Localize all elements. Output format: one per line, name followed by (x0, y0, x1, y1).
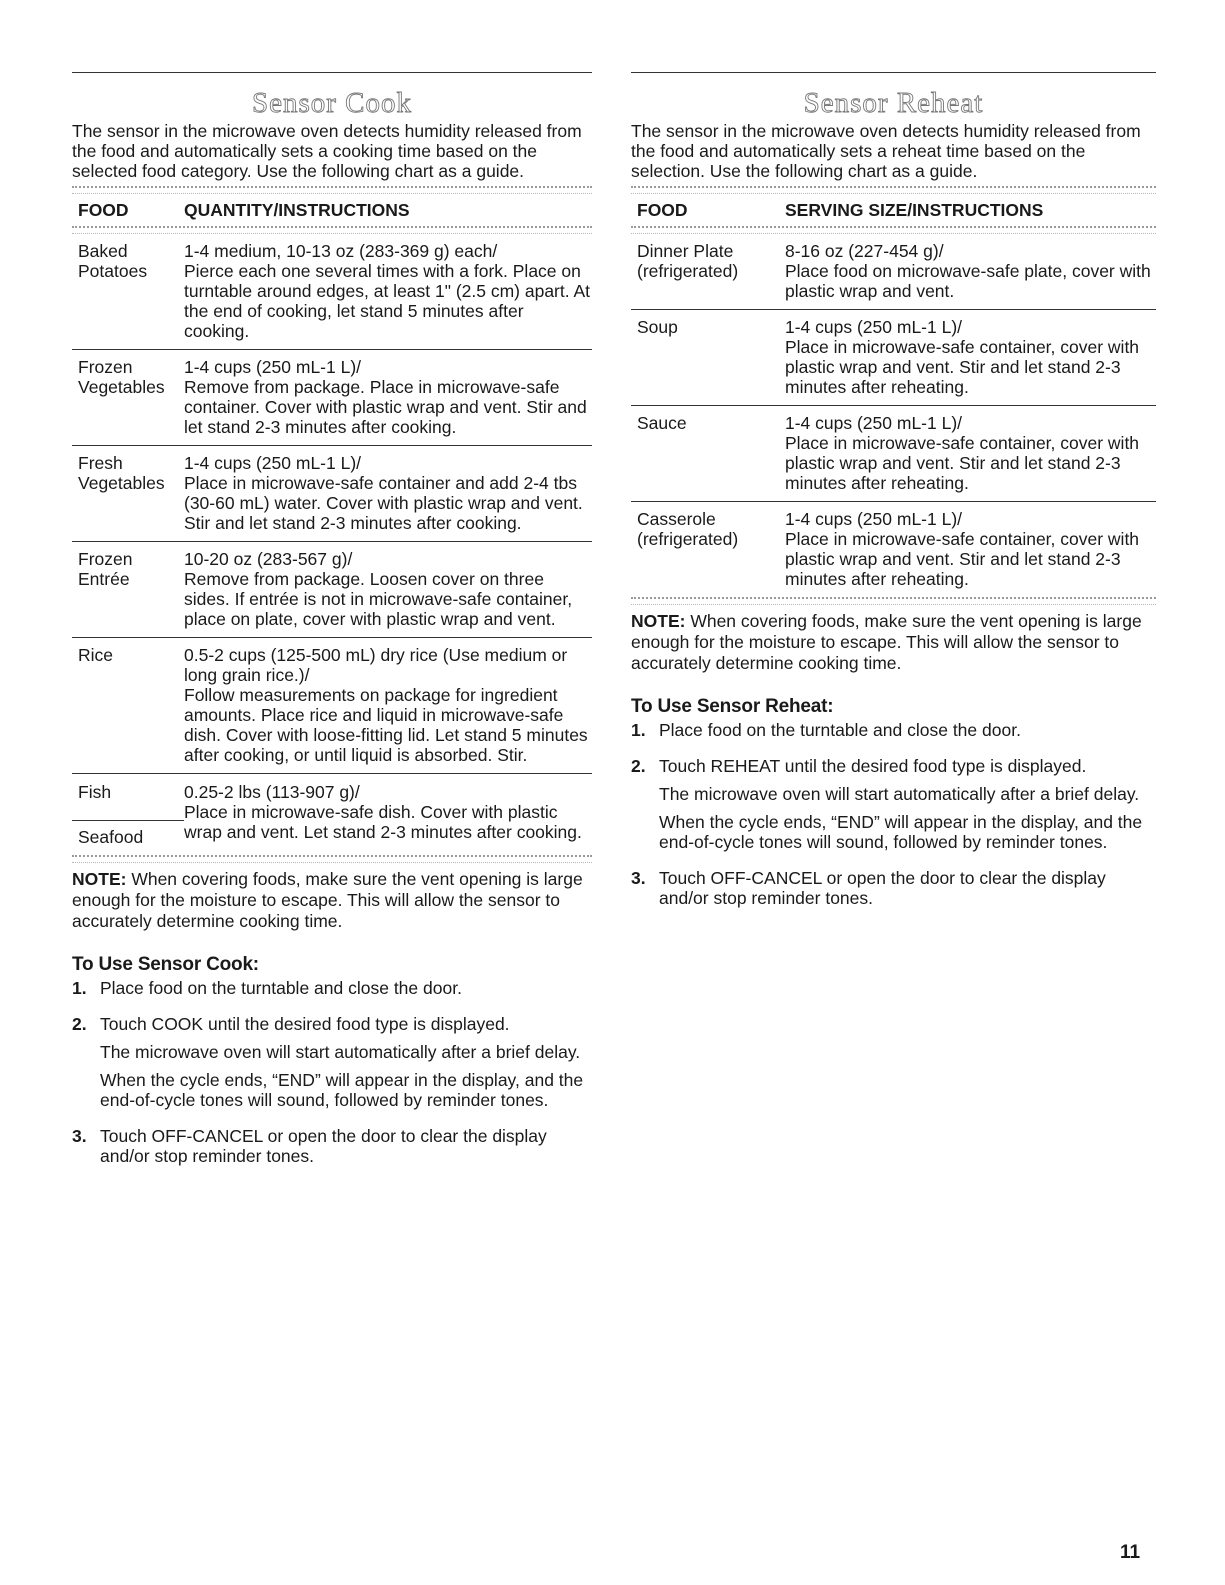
sensor-cook-subhead: To Use Sensor Cook: (72, 954, 259, 975)
step-text (100, 978, 462, 1006)
food-name: Baked Potatoes (78, 241, 148, 281)
sensor-reheat-steps (631, 720, 1156, 916)
food-seafood: Seafood (72, 820, 184, 847)
step-paragraph: When the cycle ends, “END” will appear in the display, and the end-of-cycle tones will sound, followed by reminder tones. (100, 1070, 584, 1110)
step-paragraph: Touch OFF-CANCEL or open the door to clear the display and/or stop reminder tones. (659, 868, 1106, 908)
table-row (631, 234, 1156, 310)
note-text: When covering foods, make sure the vent opening is large enough for the moisture to escape. This will allow the sensor to accurately determine cooking time. (72, 869, 583, 931)
step-number: 1. (631, 720, 646, 740)
food-name: Fresh Vegetables (78, 453, 165, 493)
sensor-cook-column (72, 72, 592, 1182)
fish-seafood-info: 0.25-2 lbs (113-907 g)/ Place in microwave-safe dish. Cover with plastic wrap and vent. Let stand 2-3 minutes after cooking. (184, 782, 582, 842)
step-text (100, 1126, 592, 1174)
sensor-reheat-table-header (631, 194, 1156, 226)
col-header-instructions: SERVING SIZE/INSTRUCTIONS (785, 200, 1044, 220)
step-text (100, 1014, 592, 1118)
dotted-rule (72, 855, 592, 863)
step-paragraph: Place food on the turntable and close the door. (659, 720, 1021, 740)
step-text (659, 756, 1156, 860)
food-name: Soup (637, 317, 678, 337)
food-instructions: 1-4 cups (250 mL-1 L)/ Place in microwave-safe container, cover with plastic wrap and vent. Stir and let stand 2-3 minutes after reheating. (785, 509, 1140, 589)
table-row (72, 542, 592, 638)
dotted-rule (72, 186, 592, 194)
food-name: Frozen Vegetables (78, 357, 165, 397)
food-instructions: 1-4 cups (250 mL-1 L)/ Remove from package. Place in microwave-safe container. Cover with plastic wrap and vent. Stir and let stand 2-3 minutes after cooking. (184, 357, 587, 437)
food-instructions: 10-20 oz (283-567 g)/ Remove from package. Loosen cover on three sides. If entrée is not in microwave-safe container, place on plate, cover with plastic wrap and vent. (184, 549, 573, 629)
table-row (72, 234, 592, 350)
step-paragraph: The microwave oven will start automatically after a brief delay. (659, 784, 1140, 804)
food-name: Dinner Plate (refrigerated) (637, 241, 739, 281)
step-paragraph: Place food on the turntable and close the door. (100, 978, 462, 998)
sensor-cook-steps (72, 978, 592, 1174)
dotted-rule (631, 186, 1156, 194)
col-header-instructions: QUANTITY/INSTRUCTIONS (184, 200, 410, 220)
food-name: Rice (78, 645, 114, 665)
col-header-food: FOOD (637, 200, 688, 220)
sensor-cook-table-header (72, 194, 592, 226)
step-item (631, 756, 1156, 860)
food-instructions: 0.5-2 cups (125-500 mL) dry rice (Use medium or long grain rice.)/ Follow measurements on package for ingredient amounts. Place rice and liquid in microwave-safe dish. Cover with loose-fitting lid. Let stand 5 minutes after cooking, or until liquid is absorbed. Stir. (184, 645, 588, 765)
step-text (659, 720, 1021, 748)
food-name: Casserole (refrigerated) (637, 509, 739, 549)
sensor-cook-intro: The sensor in the microwave oven detects humidity released from the food and automatically sets a cooking time based on the selected food category. Use the following chart as a guide. (72, 121, 582, 181)
food-instructions: 1-4 cups (250 mL-1 L)/ Place in microwave-safe container, cover with plastic wrap and vent. Stir and let stand 2-3 minutes after reheating. (785, 413, 1140, 493)
food-instructions: 8-16 oz (227-454 g)/ Place food on microwave-safe plate, cover with plastic wrap and vent. (785, 241, 1151, 301)
table-row-fish-seafood (72, 774, 592, 855)
step-item (72, 1126, 592, 1174)
page-number: 11 (1120, 1542, 1141, 1563)
sensor-reheat-intro: The sensor in the microwave oven detects humidity released from the food and automatically sets a reheat time based on the selection. Use the following chart as a guide. (631, 121, 1141, 181)
sensor-cook-title: Sensor Cook (251, 87, 413, 119)
dotted-rule (72, 226, 592, 234)
sensor-reheat-table (631, 234, 1156, 597)
top-rule (72, 72, 592, 73)
note-text: When covering foods, make sure the vent opening is large enough for the moisture to escape. This will allow the sensor to accurately determine cooking time. (631, 611, 1142, 673)
step-text (659, 868, 1156, 916)
food-name: Frozen Entrée (78, 549, 133, 589)
step-paragraph: Touch OFF-CANCEL or open the door to clear the display and/or stop reminder tones. (100, 1126, 547, 1166)
step-paragraph: When the cycle ends, “END” will appear in the display, and the end-of-cycle tones will sound, followed by reminder tones. (659, 812, 1143, 852)
food-fish: Fish (78, 782, 112, 802)
table-row (72, 638, 592, 774)
note-label: NOTE: (72, 869, 127, 889)
food-instructions: 1-4 medium, 10-13 oz (283-369 g) each/ Pierce each one several times with a fork. Place on turntable around edges, at least 1" (2.5 cm) apart. At the end of cooking, let stand 5 minutes after cooking. (184, 241, 591, 341)
sensor-reheat-subhead: To Use Sensor Reheat: (631, 696, 834, 717)
sensor-cook-note (72, 869, 592, 932)
step-paragraph: The microwave oven will start automatically after a brief delay. (100, 1042, 581, 1062)
food-name: Sauce (637, 413, 687, 433)
step-paragraph: Touch COOK until the desired food type is displayed. (100, 1014, 510, 1034)
top-rule (631, 72, 1156, 73)
sensor-reheat-column (631, 72, 1156, 924)
table-row (631, 310, 1156, 406)
fish-seafood-names (78, 774, 184, 847)
dotted-rule (631, 226, 1156, 234)
table-row (631, 502, 1156, 597)
step-number: 2. (72, 1014, 87, 1034)
food-instructions: 1-4 cups (250 mL-1 L)/ Place in microwave-safe container, cover with plastic wrap and vent. Stir and let stand 2-3 minutes after reheating. (785, 317, 1140, 397)
sensor-reheat-note (631, 611, 1156, 674)
step-number: 3. (72, 1126, 87, 1146)
note-label: NOTE: (631, 611, 686, 631)
sensor-cook-table (72, 234, 592, 774)
step-number: 2. (631, 756, 646, 776)
step-item (72, 978, 592, 1006)
step-paragraph: Touch REHEAT until the desired food type is displayed. (659, 756, 1087, 776)
step-item (631, 868, 1156, 916)
table-row (631, 406, 1156, 502)
step-item (72, 1014, 592, 1118)
col-header-food: FOOD (78, 200, 129, 220)
step-item (631, 720, 1156, 748)
step-number: 3. (631, 868, 646, 888)
table-row (72, 350, 592, 446)
table-row (72, 446, 592, 542)
food-instructions: 1-4 cups (250 mL-1 L)/ Place in microwave-safe container and add 2-4 tbs (30-60 mL) water. Cover with plastic wrap and vent. Stir and let stand 2-3 minutes after cooking. (184, 453, 583, 533)
dotted-rule (631, 597, 1156, 605)
sensor-reheat-title: Sensor Reheat (803, 87, 984, 119)
step-number: 1. (72, 978, 87, 998)
